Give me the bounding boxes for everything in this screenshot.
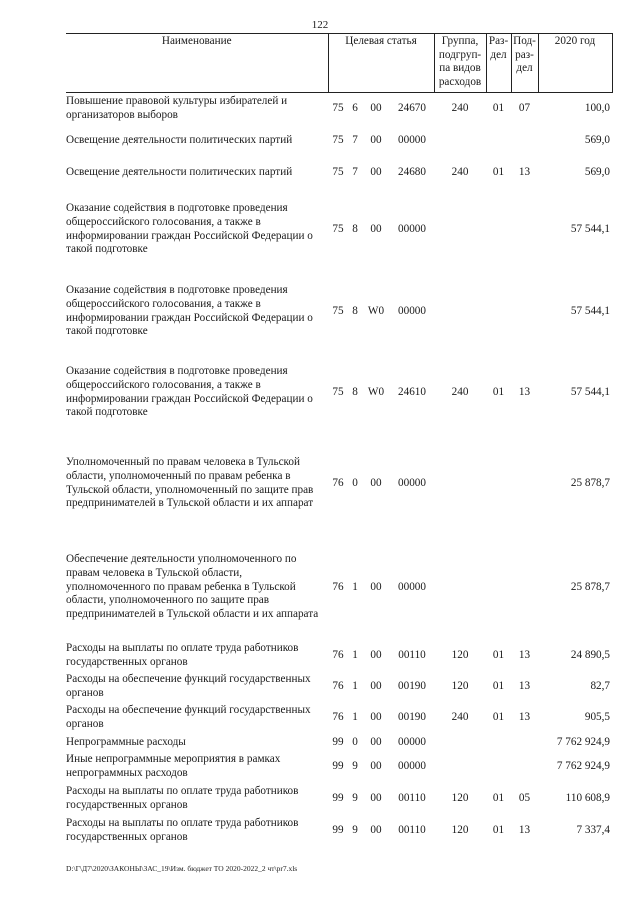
row-code-group: 240 xyxy=(451,385,469,398)
row-code-subsection: 13 xyxy=(518,711,531,724)
row-code-subsection: 13 xyxy=(518,649,531,662)
row-code-d: 00000 xyxy=(398,304,426,317)
row-code-a: 99 xyxy=(332,823,344,836)
page-number: 122 xyxy=(311,19,329,31)
row-code-c: 00 xyxy=(370,476,382,489)
row-code-a: 76 xyxy=(332,649,344,662)
row-name: Расходы на обеспечение функций государственных органов xyxy=(66,704,311,730)
table-row xyxy=(66,783,612,815)
row-name: Освещение деятельности политических партий xyxy=(66,133,293,146)
row-amount: 100,0 xyxy=(584,101,611,114)
row-code-subsection xyxy=(511,189,538,271)
header-section: Раз-дел xyxy=(486,34,511,93)
row-code-group: 120 xyxy=(451,649,469,662)
header-name: Наименование xyxy=(66,34,328,93)
row-code-section xyxy=(486,271,511,353)
table-row xyxy=(66,157,612,189)
table-row xyxy=(66,189,612,271)
row-code-c: 00 xyxy=(370,735,382,748)
row-code-b: 1 xyxy=(352,580,358,593)
row-code-section xyxy=(486,125,511,157)
row-name: Повышение правовой культуры избирателей и организаторов выборов xyxy=(66,94,288,121)
row-code-d: 00000 xyxy=(398,133,426,146)
row-code-a: 99 xyxy=(332,735,344,748)
row-code-b: 7 xyxy=(352,133,358,146)
row-code-c: 00 xyxy=(370,791,382,804)
row-code-d: 24610 xyxy=(398,385,426,398)
row-code-d: 24680 xyxy=(398,165,426,178)
header-target-article: Целевая статья xyxy=(328,34,434,93)
table-row xyxy=(66,703,612,734)
table-row xyxy=(66,125,612,157)
row-code-section: 01 xyxy=(492,680,505,693)
table-row xyxy=(66,433,612,535)
row-code-section xyxy=(486,535,511,641)
row-code-b: 1 xyxy=(352,680,358,693)
row-amount: 569,0 xyxy=(584,165,611,178)
row-code-section: 01 xyxy=(492,165,505,178)
row-code-b: 1 xyxy=(352,711,358,724)
row-code-subsection xyxy=(511,752,538,783)
row-code-a: 99 xyxy=(332,760,344,773)
row-code-subsection xyxy=(511,535,538,641)
table-row xyxy=(66,641,612,672)
row-amount: 57 544,1 xyxy=(570,222,611,235)
row-name: Оказание содействия в подготовке проведения общероссийского голосования, а также в информировании граждан Российской Федерации о такой подготовке xyxy=(66,364,313,419)
budget-table xyxy=(66,33,613,847)
row-name: Оказание содействия в подготовке проведения общероссийского голосования, а также в информировании граждан Российской Федерации о такой подготовке xyxy=(66,201,313,256)
table-row xyxy=(66,672,612,703)
row-name: Уполномоченный по правам человека в Тульской области, уполномоченный по правам ребенка в Тульской области, уполномоченный по защите прав предпринимателей в Тульской области и их аппарат xyxy=(66,455,314,510)
row-code-b: 9 xyxy=(352,791,358,804)
row-code-d: 00000 xyxy=(398,222,426,235)
row-code-c: 00 xyxy=(370,222,382,235)
row-code-section: 01 xyxy=(492,385,505,398)
row-code-c: 00 xyxy=(370,823,382,836)
row-amount: 110 608,9 xyxy=(565,791,611,804)
row-amount: 7 762 924,9 xyxy=(556,760,611,773)
row-code-subsection: 13 xyxy=(518,823,531,836)
row-code-section xyxy=(486,752,511,783)
row-code-group: 120 xyxy=(451,823,469,836)
row-code-a: 75 xyxy=(332,385,344,398)
row-code-section: 01 xyxy=(492,711,505,724)
table-row xyxy=(66,815,612,847)
row-code-c: 00 xyxy=(370,680,382,693)
row-code-section xyxy=(486,189,511,271)
row-amount: 569,0 xyxy=(584,133,611,146)
row-code-d: 00000 xyxy=(398,735,426,748)
row-name: Расходы на выплаты по оплате труда работников государственных органов xyxy=(66,642,299,668)
row-code-section: 01 xyxy=(492,101,505,114)
row-code-group: 240 xyxy=(451,711,469,724)
row-code-b: 9 xyxy=(352,760,358,773)
row-code-c: W0 xyxy=(367,304,385,317)
row-name: Расходы на выплаты по оплате труда работников государственных органов xyxy=(66,784,299,811)
row-code-d: 00190 xyxy=(398,711,426,724)
row-code-a: 76 xyxy=(332,711,344,724)
row-name: Иные непрограммные мероприятия в рамках непрограммных расходов xyxy=(66,753,281,779)
row-code-a: 76 xyxy=(332,680,344,693)
row-code-subsection xyxy=(511,271,538,353)
row-code-a: 99 xyxy=(332,791,344,804)
row-code-c: 00 xyxy=(370,649,382,662)
row-code-group xyxy=(434,752,486,783)
row-amount: 25 878,7 xyxy=(570,476,611,489)
row-code-group xyxy=(434,189,486,271)
row-name: Освещение деятельности политических партий xyxy=(66,165,293,178)
row-code-d: 00190 xyxy=(398,680,426,693)
row-code-group: 120 xyxy=(451,791,469,804)
row-code-group xyxy=(434,433,486,535)
row-code-d: 00110 xyxy=(398,823,426,836)
row-code-group xyxy=(434,535,486,641)
row-name: Расходы на выплаты по оплате труда работников государственных органов xyxy=(66,816,299,843)
table-body xyxy=(66,93,612,847)
row-amount: 57 544,1 xyxy=(570,385,611,398)
row-code-subsection: 13 xyxy=(518,385,531,398)
row-code-section xyxy=(486,734,511,752)
table-header-row xyxy=(66,34,612,93)
row-code-subsection xyxy=(511,734,538,752)
row-code-section: 01 xyxy=(492,823,505,836)
row-code-b: 1 xyxy=(352,649,358,662)
row-code-a: 75 xyxy=(332,304,344,317)
table-row xyxy=(66,535,612,641)
row-code-section: 01 xyxy=(492,649,505,662)
header-year: 2020 год xyxy=(538,34,612,93)
row-code-subsection: 05 xyxy=(518,791,531,804)
row-code-c: 00 xyxy=(370,711,382,724)
row-code-subsection: 13 xyxy=(518,680,531,693)
row-code-b: 8 xyxy=(352,304,358,317)
row-code-group xyxy=(434,734,486,752)
row-code-d: 00000 xyxy=(398,476,426,489)
row-code-b: 8 xyxy=(352,385,358,398)
row-code-group: 240 xyxy=(451,101,469,114)
row-code-d: 24670 xyxy=(398,101,426,114)
row-code-b: 0 xyxy=(352,735,358,748)
row-code-a: 75 xyxy=(332,133,344,146)
row-code-b: 7 xyxy=(352,165,358,178)
table-row xyxy=(66,271,612,353)
footer-file-path: D:\Г\Д7\2020\ЗАКОНЫ\ЗАС_19\Изм. бюджет ТО 2020-2022_2 чт\pr7.xls xyxy=(66,864,298,873)
row-code-d: 00000 xyxy=(398,760,426,773)
row-code-c: 00 xyxy=(370,101,382,114)
row-code-b: 6 xyxy=(352,101,358,114)
row-code-c: 00 xyxy=(370,580,382,593)
row-code-c: 00 xyxy=(370,133,382,146)
row-code-c: 00 xyxy=(370,760,382,773)
row-code-section: 01 xyxy=(492,791,505,804)
row-code-group xyxy=(434,125,486,157)
row-code-subsection xyxy=(511,125,538,157)
row-name: Оказание содействия в подготовке проведения общероссийского голосования, а также в информировании граждан Российской Федерации о такой подготовке xyxy=(66,283,313,338)
row-amount: 905,5 xyxy=(584,711,611,724)
row-code-group xyxy=(434,271,486,353)
header-expense-group: Группа, подгруп-па видов расходов xyxy=(434,34,486,93)
row-amount: 25 878,7 xyxy=(570,580,611,593)
row-code-a: 76 xyxy=(332,580,344,593)
row-code-a: 75 xyxy=(332,222,344,235)
row-name: Обеспечение деятельности уполномоченного по правам человека в Тульской области, уполномоченного по правам ребенка в Тульской области, уполномоченного по защите прав предпринимателей в Тульской области и их аппарата xyxy=(66,553,319,621)
row-code-d: 00110 xyxy=(398,649,426,662)
row-code-c: 00 xyxy=(370,165,382,178)
row-name: Непрограммные расходы xyxy=(66,735,186,748)
table-row xyxy=(66,93,612,125)
row-code-subsection: 07 xyxy=(518,101,531,114)
row-code-group: 120 xyxy=(451,680,469,693)
row-code-b: 8 xyxy=(352,222,358,235)
row-name: Расходы на обеспечение функций государственных органов xyxy=(66,673,311,699)
row-code-subsection: 13 xyxy=(518,165,531,178)
row-amount: 57 544,1 xyxy=(570,304,611,317)
row-code-d: 00000 xyxy=(398,580,426,593)
row-code-b: 0 xyxy=(352,476,358,489)
row-amount: 7 762 924,9 xyxy=(556,735,611,748)
row-code-a: 75 xyxy=(332,101,344,114)
row-code-d: 00110 xyxy=(398,791,426,804)
table-row xyxy=(66,752,612,783)
row-amount: 7 337,4 xyxy=(576,823,611,836)
row-code-a: 76 xyxy=(332,476,344,489)
row-code-subsection xyxy=(511,433,538,535)
row-code-group: 240 xyxy=(451,165,469,178)
row-amount: 82,7 xyxy=(590,680,611,693)
header-subsection: Под-раз-дел xyxy=(511,34,538,93)
row-code-section xyxy=(486,433,511,535)
row-code-a: 75 xyxy=(332,165,344,178)
table-row xyxy=(66,734,612,752)
row-code-b: 9 xyxy=(352,823,358,836)
table-row xyxy=(66,353,612,433)
row-amount: 24 890,5 xyxy=(570,649,611,662)
row-code-c: W0 xyxy=(367,385,385,398)
